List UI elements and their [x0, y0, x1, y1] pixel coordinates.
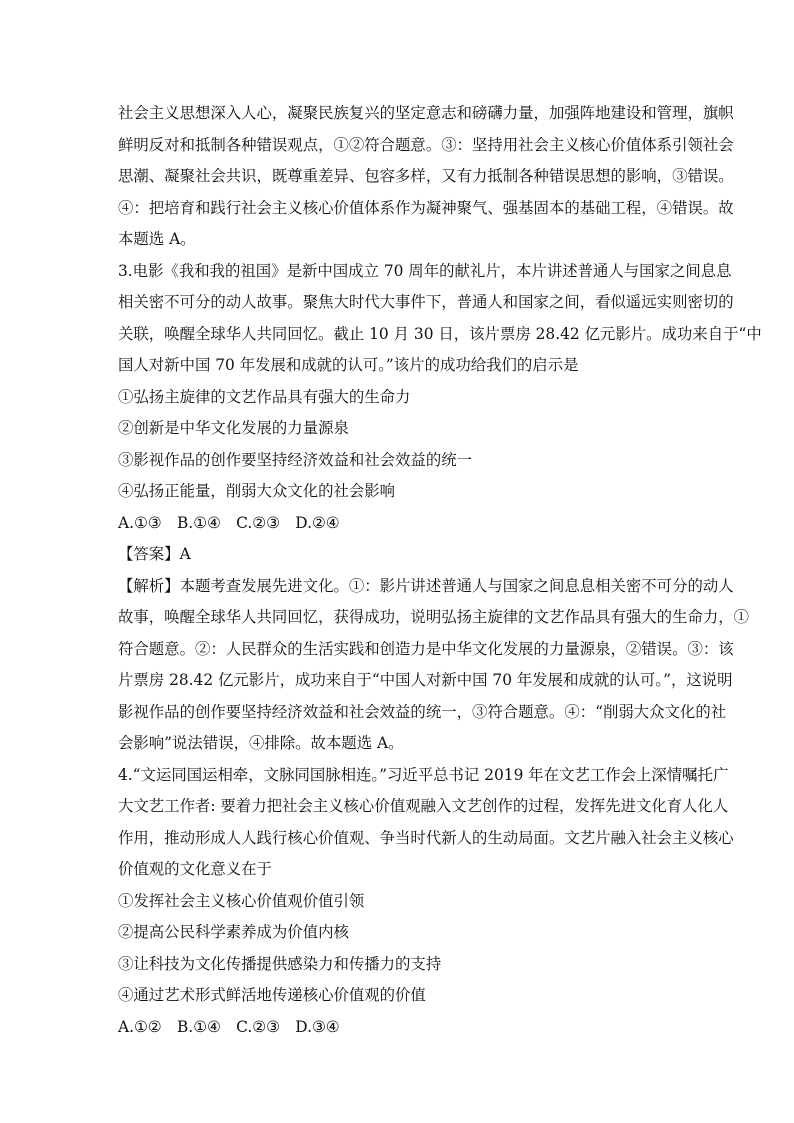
- option-item: ③影视作品的创作要坚持经济效益和社会效益的统一: [118, 450, 472, 469]
- question-4-stem: 4.“文运同国运相牵，文脉同国脉相连。”习近平总书记 2019 年在文艺工作会上深情嘱托广: [118, 765, 729, 784]
- text-line: 作用，推动形成人人践行核心价值观、争当时代新人的生动局面。文艺片融入社会主义核心: [118, 828, 734, 847]
- option-item: ①弘扬主旋律的文艺作品具有强大的生命力: [118, 387, 411, 406]
- option-item: ③让科技为文化传播提供感染力和传播力的支持: [118, 954, 442, 973]
- answer-choices: A.①③ B.①④ C.②③ D.②④: [118, 513, 340, 532]
- text-line: 社会主义思想深入人心，凝聚民族复兴的坚定意志和磅礴力量，加强阵地建设和管理，旗帜: [118, 104, 734, 122]
- option-item: ②提高公民科学素养成为价值内核: [118, 923, 349, 941]
- analysis-text: 【解析】本题考查发展先进文化。①：影片讲述普通人与国家之间息息相关密不可分的动人: [118, 576, 734, 595]
- text-line: 思潮、凝聚社会共识，既尊重差异、包容多样，又有力抵制各种错误思想的影响，③错误。: [118, 167, 734, 185]
- analysis-text: 符合题意。②：人民群众的生活实践和创造力是中华文化发展的力量源泉，②错误。③：该: [118, 639, 734, 658]
- option-item: ②创新是中华文化发展的力量源泉: [118, 419, 349, 437]
- analysis-text: 会影响”说法错误，④排除。故本题选 A。: [118, 734, 404, 752]
- analysis-text: 故事，唤醒全球华人共同回忆，获得成功，说明弘扬主旋律的文艺作品具有强大的生命力，①: [118, 608, 750, 626]
- text-line: 价值观的文化意义在于: [118, 860, 272, 878]
- text-line: 本题选 A。: [118, 230, 196, 248]
- text-line: 大文艺工作者: 要着力把社会主义核心价值观融入文艺创作的过程，发挥先进文化育人化人: [118, 797, 729, 815]
- analysis-text: 片票房 28.42 亿元影片，成功来自于“中国人对新中国 70 年发展和成就的认可。”，这说明: [118, 671, 733, 689]
- text-line: 相关密不可分的动人故事。聚焦大时代大事件下，普通人和国家之间，看似遥远实则密切的: [118, 293, 734, 311]
- text-line: 国人对新中国 70 年发展和成就的认可。”该片的成功给我们的启示是: [118, 356, 579, 374]
- option-item: ①发挥社会主义核心价值观价值引领: [118, 891, 365, 910]
- document-page: [118, 98, 762, 1043]
- question-3-stem: 3.电影《我和我的祖国》是新中国成立 70 周年的献礼片，本片讲述普通人与国家之间息息: [118, 261, 732, 280]
- option-item: ④通过艺术形式鲜活地传递核心价值观的价值: [118, 986, 426, 1004]
- analysis-text: 影视作品的创作要坚持经济效益和社会效益的统一，③符合题意。④：“削弱大众文化的社: [118, 702, 727, 721]
- answer-label: 【答案】A: [118, 545, 191, 563]
- option-item: ④弘扬正能量，削弱大众文化的社会影响: [118, 482, 396, 500]
- text-line: ④：把培育和践行社会主义核心价值体系作为凝神聚气、强基固本的基础工程，④错误。故: [118, 198, 734, 217]
- text-line: 关联，唤醒全球华人共同回忆。截止 10 月 30 日，该片票房 28.42 亿元影片。成功来自于“中: [118, 324, 762, 343]
- answer-choices: A.①② B.①④ C.②③ D.③④: [118, 1017, 340, 1036]
- text-line: 鲜明反对和抵制各种错误观点，①②符合题意。③：坚持用社会主义核心价值体系引领社会: [118, 135, 734, 154]
